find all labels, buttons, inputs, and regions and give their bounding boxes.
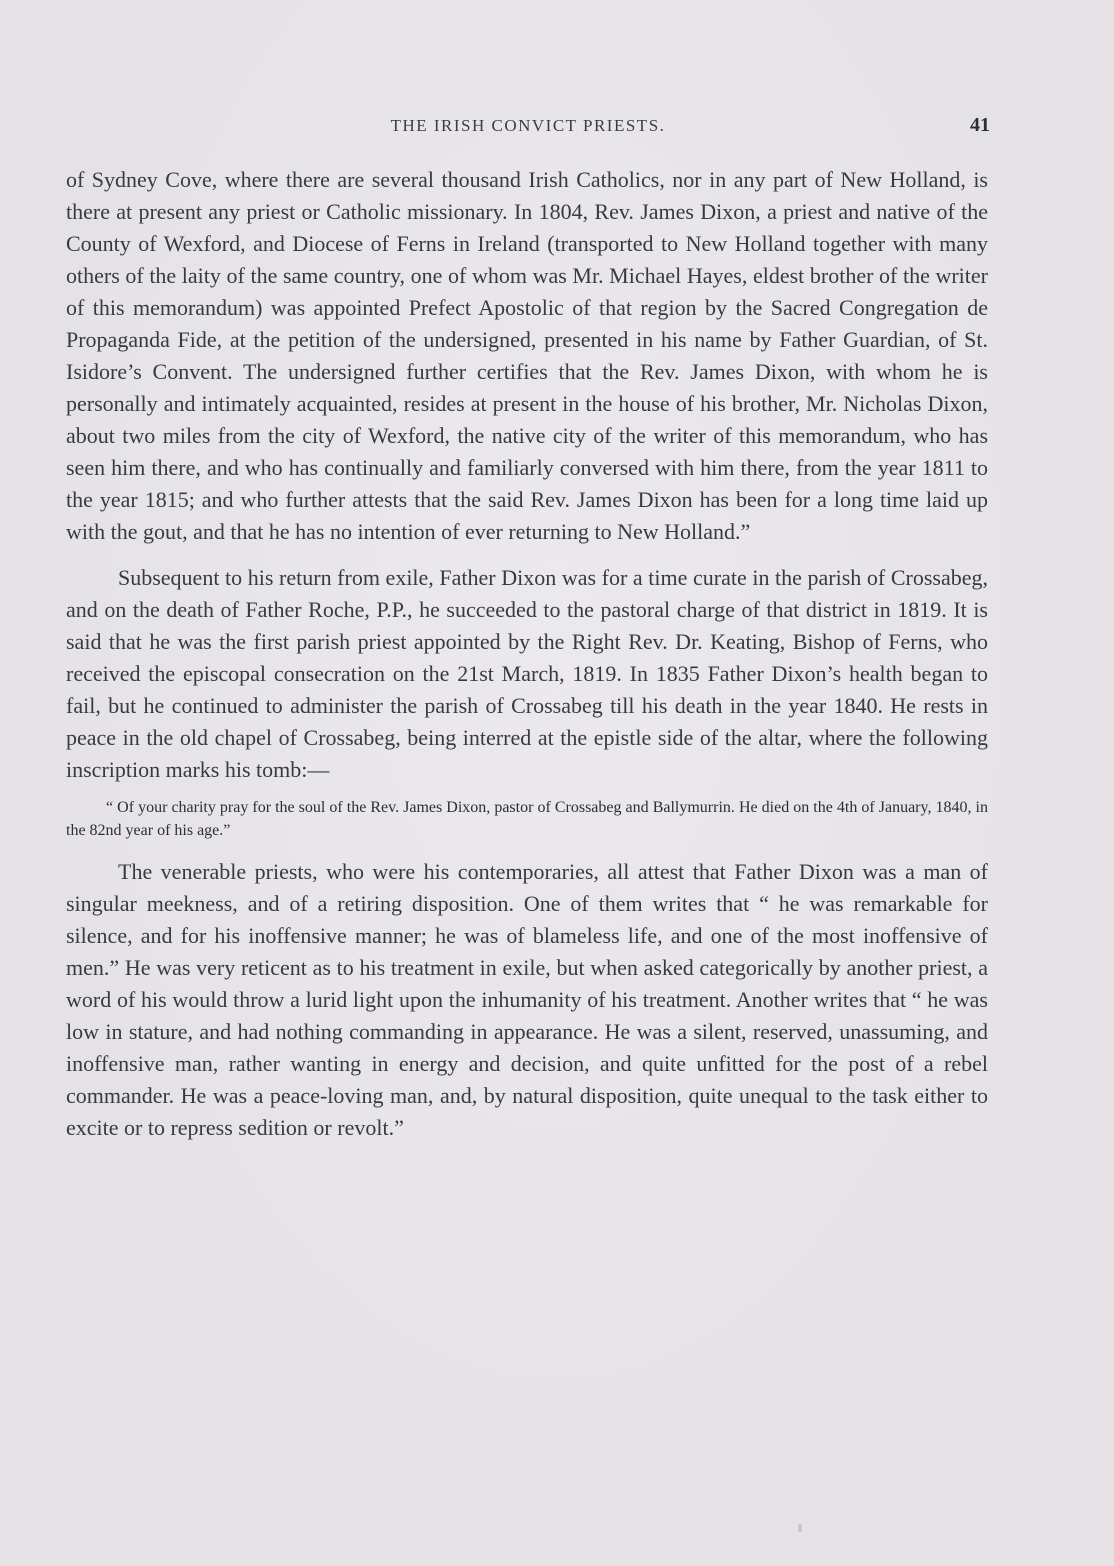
paragraph-crossabeg: Subsequent to his return from exile, Father Dixon was for a time curate in the parish of Crossabeg, and on the death of Father Roche, P.P., he succeeded to the pastoral charge of that district in 1819. It is said that he was the first parish priest appointed by the Right Rev. Dr. Keating, Bishop of Ferns, who received the episcopal consecration on the 21st March, 1819. In 1835 Father Dixon’s health began to fail, but he continued to administer the parish of Crossabeg till his death in the year 1840. He rests in peace in the old chapel of Crossabeg, being interred at the epistle side of the altar, where the following inscription marks his tomb:— [66,565,988,782]
tomb-inscription-quote: “ Of your charity pray for the soul of the Rev. James Dixon, pastor of Crossabeg and Ballymurrin. He died on the 4th of January, 1840, in the 82nd year of his age.” [66,799,988,839]
page-number: 41 [970,114,990,136]
paragraph-memorandum-continuation: of Sydney Cove, where there are several thousand Irish Catholics, nor in any part of New Holland, is there at present any priest or Catholic missionary. In 1804, Rev. James Dixon, a priest and native of the County of Wexford, and Diocese of Ferns in Ireland (transported to New Holland together with many others of the laity of the same country, one of whom was Mr. Michael Hayes, eldest brother of the writer of this memorandum) was appointed Prefect Apostolic of that region by the Sacred Congregation de Propaganda Fide, at the petition of the undersigned, presented in his name by Father Guardian, of St. Isidore’s Convent. The undersigned further certifies that the Rev. James Dixon, with whom he is personally and intimately acquainted, resides at present in the house of his brother, Mr. Nicholas Dixon, about two miles from the city of Wexford, the native city of the writer of this memorandum, who has seen him there, and who has continually and familiarly conversed with him there, from the year 1811 to the year 1815; and who further attests that the said Rev. James Dixon has been for a long time laid up with the gout, and that he has no intention of ever returning to New Holland.” [66,167,988,544]
body-text [66,164,988,1144]
paragraph-contemporaries: The venerable priests, who were his contemporaries, all attest that Father Dixon was a man of singular meekness, and of a retiring disposition. One of them writes that “ he was remarkable for silence, and for his inoffensive manner; he was of blameless life, and one of the most inoffensive of men.” He was very reticent as to his treatment in exile, but when asked categorically by another priest, a word of his would throw a lurid light upon the inhumanity of his treatment. Another writes that “ he was low in stature, and had nothing commanding in appearance. He was a silent, reserved, unassuming, and inoffensive man, rather wanting in energy and decision, and quite unfitted for the post of a rebel commander. He was a peace-loving man, and, by natural disposition, quite unequal to the task either to excite or to repress sedition or revolt.” [66,859,988,1140]
paper-smudge [798,1524,802,1532]
page-header [66,116,990,144]
running-title: THE IRISH CONVICT PRIESTS. [390,116,666,135]
